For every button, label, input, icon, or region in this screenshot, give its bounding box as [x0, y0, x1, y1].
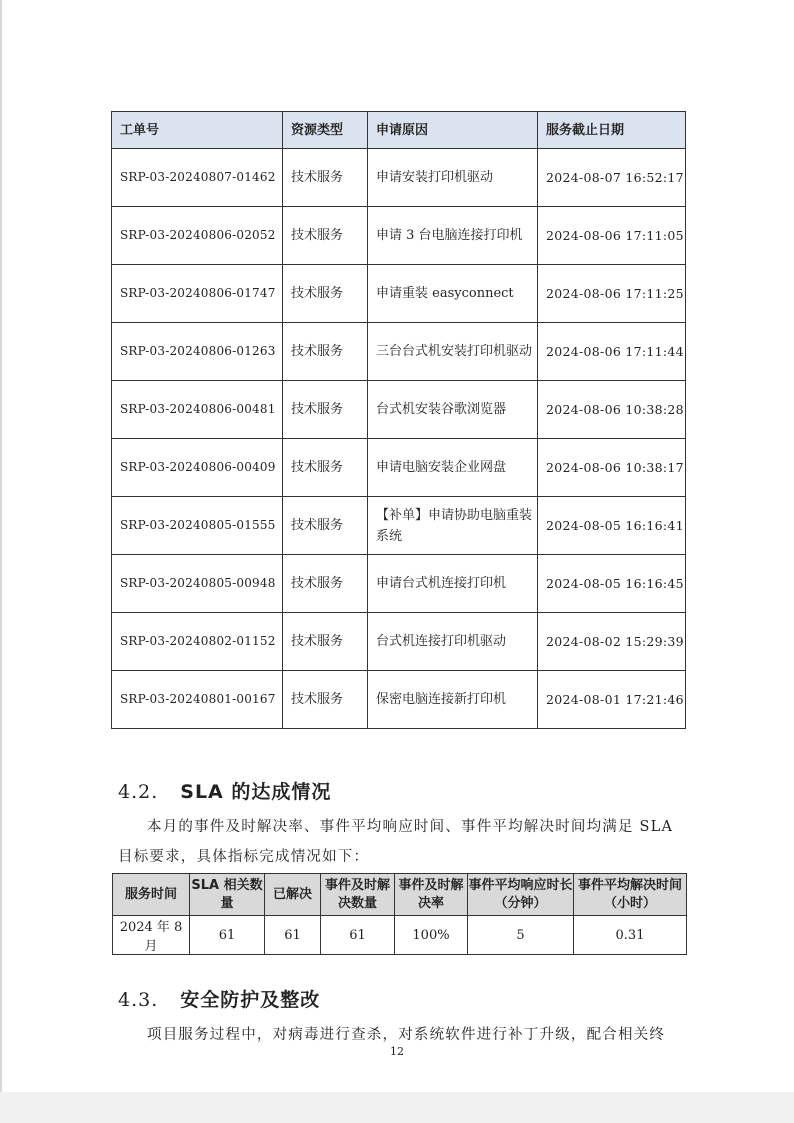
- ticket-id: SRP-03-20240805-01555: [112, 497, 283, 555]
- deadline: 2024-08-06 10:38:28: [538, 381, 686, 439]
- table-row: [112, 149, 686, 207]
- header-resource-type: 资源类型: [283, 112, 368, 149]
- ticket-id: SRP-03-20240806-00481: [112, 381, 283, 439]
- reason: 申请电脑安装企业网盘: [368, 439, 538, 497]
- reason: 申请重装 easyconnect: [368, 265, 538, 323]
- ticket-id: SRP-03-20240801-00167: [112, 671, 283, 729]
- page-number: 12: [390, 1045, 404, 1058]
- resource-type: 技术服务: [283, 555, 368, 613]
- deadline: 2024-08-06 17:11:05: [538, 207, 686, 265]
- table-row: [112, 323, 686, 381]
- reason: 申请安装打印机驱动: [368, 149, 538, 207]
- reason: 台式机连接打印机驱动: [368, 613, 538, 671]
- paragraph-sla-line1: 本月的事件及时解决率、事件平均响应时间、事件平均解决时间均满足 SLA: [147, 819, 674, 835]
- ticket-table-header: [112, 112, 686, 149]
- resource-type: 技术服务: [283, 265, 368, 323]
- page-edge: [0, 0, 2, 1123]
- table-row: [112, 439, 686, 497]
- deadline: 2024-08-07 16:52:17: [538, 149, 686, 207]
- deadline: 2024-08-06 17:11:25: [538, 265, 686, 323]
- section-heading-sla: [118, 777, 331, 804]
- resource-type: 技术服务: [283, 439, 368, 497]
- reason: 台式机安装谷歌浏览器: [368, 381, 538, 439]
- header-timely-count: 事件及时解决数量: [321, 874, 395, 916]
- table-row: [112, 613, 686, 671]
- deadline: 2024-08-02 15:29:39: [538, 613, 686, 671]
- section-title: 安全防护及整改: [180, 989, 321, 1011]
- sla-table-header: [113, 874, 687, 916]
- reason: 三台台式机安装打印机驱动: [368, 323, 538, 381]
- reason: 保密电脑连接新打印机: [368, 671, 538, 729]
- resolved-count: 61: [265, 916, 321, 955]
- ticket-id: SRP-03-20240807-01462: [112, 149, 283, 207]
- resource-type: 技术服务: [283, 497, 368, 555]
- header-service-time: 服务时间: [113, 874, 190, 916]
- table-row: [112, 381, 686, 439]
- ticket-id: SRP-03-20240806-01263: [112, 323, 283, 381]
- header-avg-resolution: 事件平均解决时间（小时）: [574, 874, 687, 916]
- ticket-id: SRP-03-20240805-00948: [112, 555, 283, 613]
- header-sla-count: SLA 相关数量: [190, 874, 265, 916]
- deadline: 2024-08-05 16:16:45: [538, 555, 686, 613]
- paragraph-sla-line2: 目标要求，具体指标完成情况如下：: [118, 849, 370, 865]
- deadline: 2024-08-01 17:21:46: [538, 671, 686, 729]
- sla-count: 61: [190, 916, 265, 955]
- header-resolved: 已解决: [265, 874, 321, 916]
- section-title: SLA 的达成情况: [180, 781, 332, 803]
- ticket-id: SRP-03-20240806-00409: [112, 439, 283, 497]
- service-time: 2024 年 8 月: [113, 916, 190, 955]
- reason: 申请台式机连接打印机: [368, 555, 538, 613]
- resource-type: 技术服务: [283, 671, 368, 729]
- section-number: 4.3.: [118, 989, 159, 1011]
- table-row: [112, 497, 686, 555]
- avg-response-minutes: 5: [468, 916, 574, 955]
- section-number: 4.2.: [118, 781, 159, 803]
- sla-table: [112, 873, 687, 955]
- header-timely-rate: 事件及时解决率: [395, 874, 468, 916]
- header-ticket-id: 工单号: [112, 112, 283, 149]
- resource-type: 技术服务: [283, 207, 368, 265]
- deadline: 2024-08-05 16:16:41: [538, 497, 686, 555]
- table-row: [112, 265, 686, 323]
- avg-resolution-hours: 0.31: [574, 916, 687, 955]
- section-heading-security: [118, 985, 320, 1012]
- ticket-id: SRP-03-20240806-01747: [112, 265, 283, 323]
- header-avg-response: 事件平均响应时长（分钟）: [468, 874, 574, 916]
- reason: 申请 3 台电脑连接打印机: [368, 207, 538, 265]
- deadline: 2024-08-06 17:11:44: [538, 323, 686, 381]
- timely-count: 61: [321, 916, 395, 955]
- resource-type: 技术服务: [283, 149, 368, 207]
- deadline: 2024-08-06 10:38:17: [538, 439, 686, 497]
- page-bottom-margin: [0, 1092, 794, 1123]
- ticket-table: [111, 111, 686, 729]
- ticket-id: SRP-03-20240806-02052: [112, 207, 283, 265]
- resource-type: 技术服务: [283, 323, 368, 381]
- ticket-id: SRP-03-20240802-01152: [112, 613, 283, 671]
- reason: 【补单】申请协助电脑重装系统: [368, 497, 538, 555]
- table-row: [112, 671, 686, 729]
- header-reason: 申请原因: [368, 112, 538, 149]
- paragraph-security: 项目服务过程中，对病毒进行查杀，对系统软件进行补丁升级，配合相关终: [147, 1027, 666, 1043]
- table-row: [112, 207, 686, 265]
- resource-type: 技术服务: [283, 613, 368, 671]
- table-row: [112, 555, 686, 613]
- resource-type: 技术服务: [283, 381, 368, 439]
- header-deadline: 服务截止日期: [538, 112, 686, 149]
- table-row: [113, 916, 687, 955]
- timely-rate: 100%: [395, 916, 468, 955]
